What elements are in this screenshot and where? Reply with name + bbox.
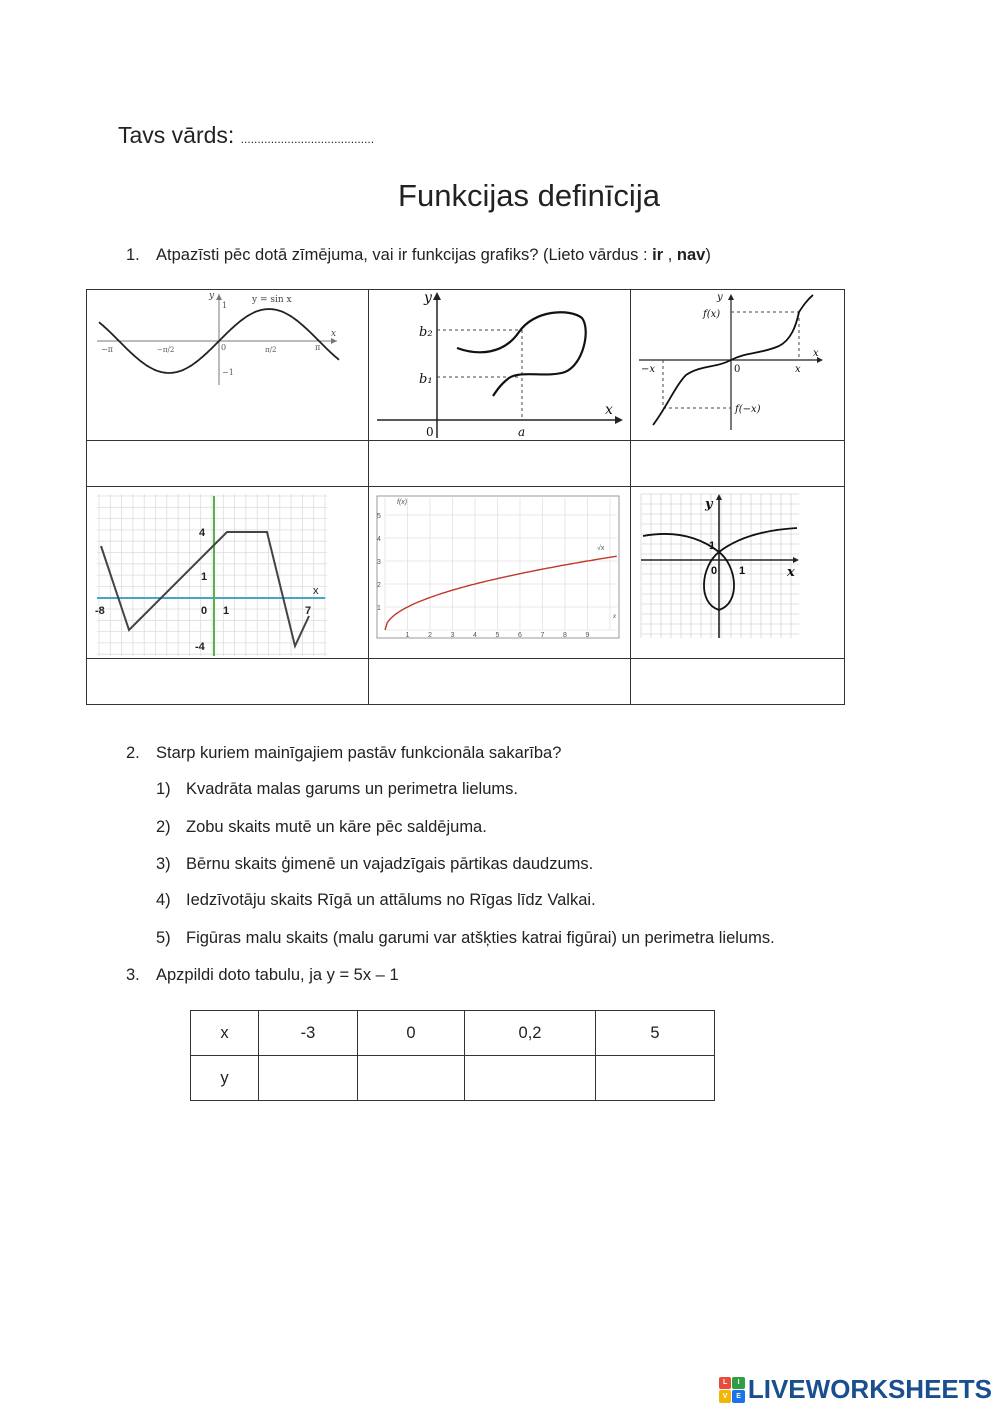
label-zero: 0: [426, 425, 434, 440]
tick-zero: 0: [221, 343, 227, 353]
label-f-neg-x: f(−x): [735, 404, 761, 416]
x-label-cell: x: [191, 1011, 259, 1056]
logo-mark-tile: L: [719, 1377, 732, 1390]
question-1: [126, 246, 711, 265]
x-value-cell: 0: [358, 1011, 465, 1056]
x-value-cell: 5: [596, 1011, 715, 1056]
answer-cell-6[interactable]: [631, 658, 845, 704]
tick-y-label: 1: [377, 604, 381, 612]
tick-half-pi: π/2: [265, 346, 277, 355]
tick-neg-8: -8: [95, 604, 105, 617]
logo-mark-icon: [719, 1377, 745, 1403]
label-b1: b₁: [419, 372, 433, 388]
word-separator: ,: [663, 246, 677, 264]
question-1-text: Atpazīsti pēc dotā zīmējuma, vai ir funkcijas grafiks? (Lieto vārdus :: [156, 246, 653, 264]
question-1-suffix: ): [705, 246, 711, 264]
axis-x-label: x: [813, 348, 819, 360]
tick-0: 0: [201, 604, 208, 617]
question-2: [126, 744, 561, 763]
logo-mark-tile: I: [732, 1377, 745, 1390]
axis-x-label: x: [331, 329, 337, 340]
list-item[interactable]: [156, 929, 775, 948]
name-dots[interactable]: ........................................: [240, 132, 375, 146]
graph-cell-2: [369, 290, 631, 441]
tick-x-label: 9: [585, 631, 590, 639]
y-answer-cell[interactable]: [465, 1056, 596, 1101]
label-zero: 0: [734, 364, 741, 376]
table-row-y: [191, 1056, 715, 1101]
label-pos-x: x: [795, 364, 801, 376]
tick-y-1: 1: [709, 539, 716, 552]
answer-cell-2[interactable]: [369, 441, 631, 487]
answer-cell-1[interactable]: [87, 441, 369, 487]
tick-x-label: 5: [495, 631, 500, 639]
graph-table: [86, 289, 845, 705]
logo-mark-tile: E: [732, 1390, 745, 1403]
item-number: 1): [156, 780, 171, 798]
answer-cell-5[interactable]: [369, 658, 631, 704]
liveworksheets-logo: [719, 1374, 992, 1405]
value-table: [190, 1010, 715, 1101]
axis-x-label: x: [787, 564, 795, 580]
label-a: a: [518, 425, 526, 440]
axis-x-label: x: [605, 402, 613, 419]
answer-cell-4[interactable]: [87, 658, 369, 704]
question-3-text: Apzpildi doto tabulu, ja y = 5x – 1: [156, 966, 399, 984]
function-label: y = sin x: [252, 295, 292, 306]
logo-mark-tile: V: [719, 1390, 732, 1403]
tick-y-label: 4: [377, 535, 381, 543]
question-3: [126, 966, 399, 985]
tick-x-label: 2: [428, 631, 432, 639]
x-value-cell: 0,2: [465, 1011, 596, 1056]
relation-graph: [369, 290, 631, 440]
axis-y-label: y: [705, 496, 713, 512]
list-item[interactable]: [156, 891, 596, 910]
question-2-text: Starp kuriem mainīgajiem pastāv funkcionāla sakarība?: [156, 744, 562, 762]
item-text: Figūras malu skaits (malu garumi var atšķties katrai figūrai) un perimetra lielums.: [186, 929, 775, 947]
axis-x-label: x: [613, 613, 616, 620]
question-1-number: 1.: [126, 246, 140, 264]
tick-x-label: 6: [518, 631, 522, 639]
label-b2: b₂: [419, 325, 433, 341]
tick-y-label: 5: [377, 512, 381, 520]
graph-cell-5: [369, 487, 631, 658]
y-label-cell: y: [191, 1056, 259, 1101]
table-row-x: [191, 1011, 715, 1056]
sine-graph: [87, 290, 369, 440]
item-number: 2): [156, 818, 171, 836]
tick-y-label: 2: [377, 581, 381, 589]
tick-7: 7: [305, 604, 312, 617]
label-fx: f(x): [703, 309, 721, 321]
item-number: 5): [156, 929, 171, 947]
tick-neg-pi: −π: [101, 345, 113, 355]
tick-neg-one: −1: [222, 368, 234, 378]
graph-cell-4: [87, 487, 369, 658]
axis-y-label: f(x): [397, 498, 408, 506]
tick-y-neg-4: -4: [195, 640, 205, 653]
graph-cell-3: [631, 290, 845, 441]
tick-y-1: 1: [201, 570, 208, 583]
tick-neg-half-pi: −π/2: [157, 346, 175, 355]
tick-x-label: 1: [405, 631, 410, 639]
word-nav: nav: [676, 246, 706, 264]
axis-y-label: y: [209, 291, 215, 302]
tick-x-label: 8: [563, 631, 567, 639]
item-text: Kvadrāta malas garums un perimetra lielums.: [186, 780, 518, 798]
list-item[interactable]: [156, 780, 518, 799]
logo-text: LIVEWORKSHEETS: [747, 1374, 992, 1404]
graph-cell-1: [87, 290, 369, 441]
odd-function-graph: [631, 290, 845, 440]
x-value-cell: -3: [259, 1011, 358, 1056]
name-field: [118, 122, 374, 149]
page-title: Funkcijas definīcija: [398, 178, 660, 213]
tick-x-label: 7: [540, 631, 545, 639]
tick-y-4: 4: [199, 526, 206, 539]
axis-x-label: x: [313, 584, 319, 597]
piecewise-graph: [87, 488, 369, 658]
sqrt-graph: [369, 488, 631, 658]
tick-x-1: 1: [739, 564, 746, 577]
question-2-number: 2.: [126, 744, 140, 762]
item-number: 3): [156, 855, 171, 873]
word-ir: ir: [652, 246, 664, 264]
tick-one: 1: [222, 301, 228, 311]
graph-cell-6: [631, 487, 845, 658]
y-answer-cell[interactable]: [358, 1056, 465, 1101]
curve-label: √x: [597, 544, 605, 552]
label-neg-x: −x: [641, 364, 656, 376]
item-text: Bērnu skaits ģimenē un vajadzīgais pārtikas daudzums.: [186, 855, 594, 873]
item-number: 4): [156, 891, 171, 909]
name-label: Tavs vārds:: [118, 122, 235, 148]
list-item[interactable]: [156, 818, 487, 837]
tick-x-label: 3: [450, 631, 455, 639]
list-item[interactable]: [156, 855, 593, 874]
tick-1: 1: [223, 604, 230, 617]
tick-x-label: 4: [473, 631, 477, 639]
item-text: Iedzīvotāju skaits Rīgā un attālums no Rīgas līdz Valkai.: [186, 891, 596, 909]
y-answer-cell[interactable]: [596, 1056, 715, 1101]
tick-0: 0: [711, 564, 718, 577]
axis-y-label: y: [424, 290, 432, 307]
question-3-number: 3.: [126, 966, 140, 984]
item-text: Zobu skaits mutē un kāre pēc saldējuma.: [186, 818, 487, 836]
loop-graph: [631, 488, 845, 658]
axis-y-label: y: [717, 292, 723, 304]
y-answer-cell[interactable]: [259, 1056, 358, 1101]
tick-pi: π: [315, 343, 321, 353]
answer-cell-3[interactable]: [631, 441, 845, 487]
tick-y-label: 3: [377, 558, 381, 566]
